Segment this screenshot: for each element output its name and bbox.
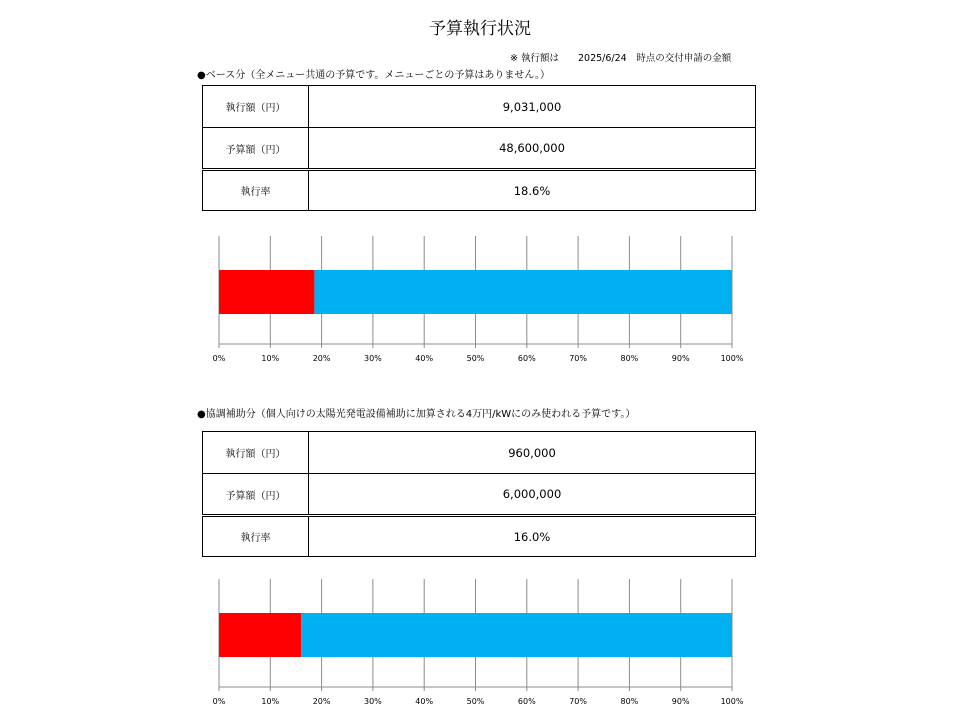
x-tick-label: 50% (466, 354, 485, 363)
section-header-coop: ●協調補助分（個人向けの太陽光発電設備補助に加算される4万円/kWにのみ使われる予算です。） (197, 409, 636, 420)
row-value: 6,000,000 (309, 474, 756, 516)
row-value: 18.6% (309, 170, 756, 211)
bar-remaining (314, 270, 732, 314)
bar-remaining (301, 613, 732, 657)
table-row-rate (203, 516, 756, 557)
x-tick-label: 100% (720, 697, 744, 706)
bar-executed (219, 270, 314, 314)
section-header-base: ●ベース分（全メニュー共通の予算です。メニューごとの予算はありません。） (197, 70, 551, 81)
x-tick-label: 60% (517, 697, 536, 706)
x-tick-label: 20% (312, 697, 331, 706)
x-tick-label: 20% (312, 354, 331, 363)
table-row-executed (203, 432, 756, 474)
x-tick-label: 70% (569, 354, 587, 363)
x-tick-label: 30% (364, 697, 382, 706)
x-tick-label: 50% (466, 697, 485, 706)
x-tick-label: 40% (415, 354, 434, 363)
x-tick-label: 40% (415, 697, 434, 706)
x-tick-label: 10% (261, 697, 280, 706)
row-value: 9,031,000 (309, 86, 756, 128)
x-tick-label: 80% (620, 354, 639, 363)
row-label: 予算額（円） (203, 474, 309, 516)
as-of-note: ※ 執行額は 2025/6/24 時点の交付申請の金額 (510, 53, 732, 64)
x-tick-label: 90% (671, 697, 690, 706)
x-tick-label: 90% (671, 354, 690, 363)
x-tick-label: 70% (569, 697, 587, 706)
x-tick-label: 60% (517, 354, 536, 363)
execution-rate-chart-coop (202, 569, 756, 714)
x-tick-label: 0% (212, 354, 226, 363)
row-label: 執行率 (203, 516, 309, 557)
table-row-budget (203, 474, 756, 516)
row-label: 執行率 (203, 170, 309, 211)
table-row-executed (203, 86, 756, 128)
x-tick-label: 0% (212, 697, 226, 706)
budget-table-coop (202, 431, 756, 557)
row-value: 960,000 (309, 432, 756, 474)
x-tick-label: 10% (261, 354, 280, 363)
execution-rate-chart-base (202, 226, 756, 371)
row-label: 執行額（円） (203, 86, 309, 128)
table-row-budget (203, 128, 756, 170)
row-label: 執行額（円） (203, 432, 309, 474)
row-value: 48,600,000 (309, 128, 756, 170)
bar-executed (219, 613, 301, 657)
budget-table-base (202, 85, 756, 211)
x-tick-label: 30% (364, 354, 382, 363)
table-row-rate (203, 170, 756, 211)
page-title: 予算執行状況 (429, 19, 531, 39)
x-tick-label: 80% (620, 697, 639, 706)
row-label: 予算額（円） (203, 128, 309, 170)
x-tick-label: 100% (720, 354, 744, 363)
row-value: 16.0% (309, 516, 756, 557)
